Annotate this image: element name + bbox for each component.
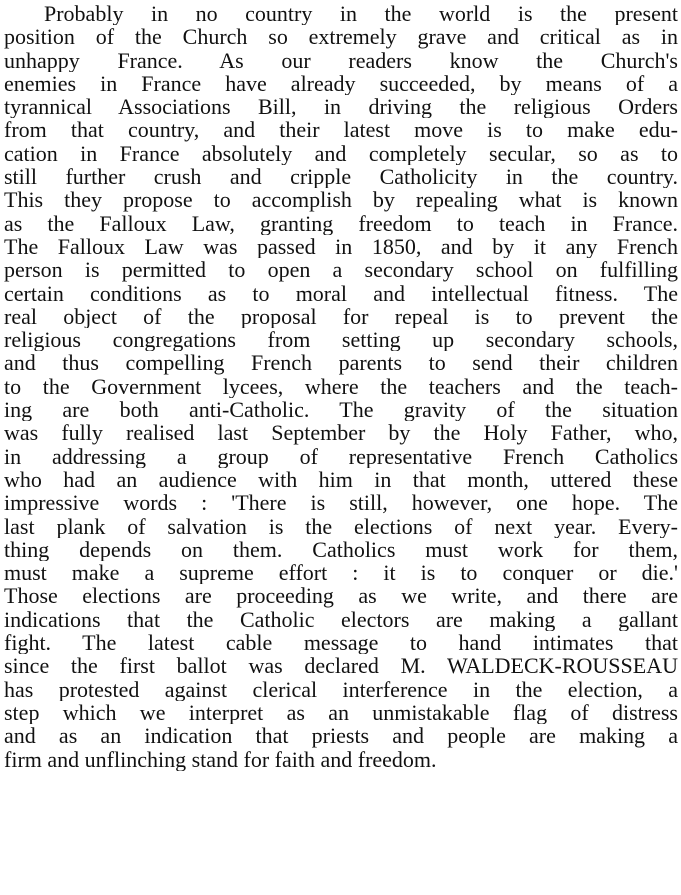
text-line-1: Probably in no country in the world is the present — [44, 2, 678, 26]
text-line-27: indications that the Catholic electors are making a gallant — [4, 607, 678, 632]
text-line-6: from that country, and their latest move is to make edu- — [4, 118, 678, 142]
text-line-2: position of the Church so extremely grave and critical as in — [4, 25, 678, 49]
text-line-8: still further crush and cripple Catholicity in the country. — [4, 165, 678, 189]
text-line-3: unhappy France. As our readers know the Church's — [4, 48, 678, 72]
text-line-20: in addressing a group of representative French Catholics — [4, 444, 678, 468]
text-line-28: fight. The latest cable message to hand intimates that — [4, 631, 678, 655]
text-line-7: cation in France absolutely and completely secular, so as to — [4, 141, 678, 166]
text-line-32: and as an indication that priests and people are making a — [4, 724, 678, 748]
text-line-31: step which we interpret as an unmistakable flag of distress — [4, 700, 678, 725]
text-line-16: and thus compelling French parents to send their children — [4, 351, 678, 375]
text-line-14: real object of the proposal for repeal is to prevent the — [4, 304, 678, 329]
text-line-24: thing depends on them. Catholics must work for them, — [4, 537, 678, 562]
text-line-25: must make a supreme effort : it is to conquer or die.' — [4, 561, 678, 585]
text-line-26: Those elections are proceeding as we write, and there are — [4, 584, 678, 608]
text-line-9: This they propose to accomplish by repealing what is known — [4, 188, 678, 212]
text-line-12: person is permitted to open a secondary school on fulfilling — [4, 258, 678, 282]
text-line-11: The Falloux Law was passed in 1850, and by it any French — [4, 234, 678, 259]
text-line-17: to the Government lycees, where the teachers and the teach- — [4, 374, 678, 399]
text-line-22: impressive words : 'There is still, however, one hope. The — [4, 491, 678, 515]
text-line-18: ing are both anti-Catholic. The gravity of the situation — [4, 398, 678, 422]
text-line-23: last plank of salvation is the elections of next year. Every- — [4, 514, 678, 538]
text-line-15: religious congregations from setting up secondary schools, — [4, 328, 678, 352]
text-line-30: has protested against clerical interference in the election, a — [4, 677, 678, 701]
text-line-29: since the first ballot was declared M. WALDECK-ROUSSEAU — [4, 654, 678, 678]
text-line-21: who had an audience with him in that month, uttered these — [4, 467, 678, 492]
text-line-4: enemies in France have already succeeded, by means of a — [4, 71, 678, 96]
text-line-19: was fully realised last September by the Holy Father, who, — [4, 421, 678, 445]
text-line-13: certain conditions as to moral and intellectual fitness. The — [4, 281, 678, 305]
text-line-33: firm and unflinching stand for faith and freedom. — [4, 747, 437, 771]
text-line-5: tyrannical Associations Bill, in driving the religious Orders — [4, 95, 678, 119]
text-line-10: as the Falloux Law, granting freedom to teach in France. — [4, 211, 678, 235]
